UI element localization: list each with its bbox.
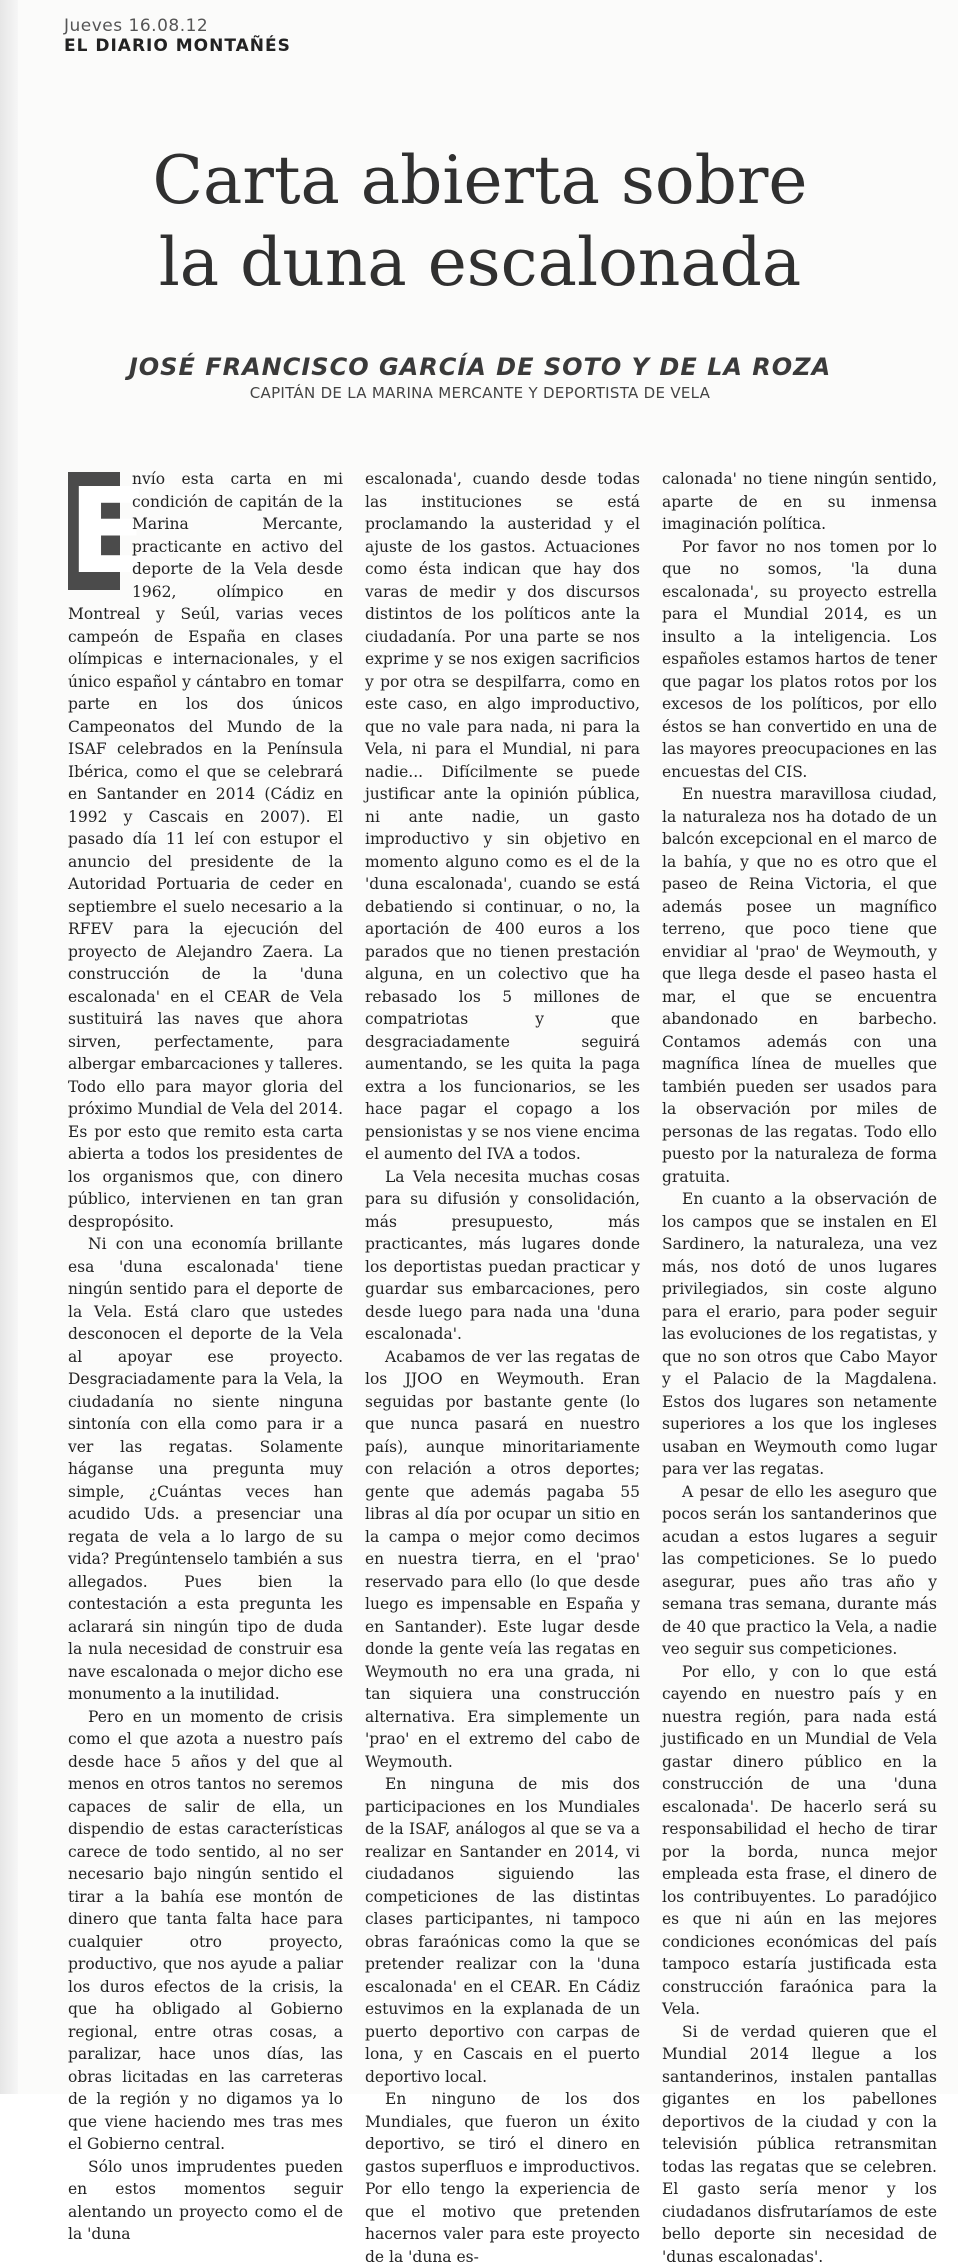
paragraph: calonada' no tiene ningún sentido, aparte de en su inmensa imaginación política. — [662, 468, 937, 536]
scan-edge — [0, 0, 18, 2094]
paragraph: Sólo unos imprudentes pueden en estos momentos seguir alentando un proyecto como el de la 'duna — [68, 2156, 343, 2246]
article-body — [68, 468, 938, 2068]
issue-date: Jueves 16.08.12 — [64, 16, 208, 36]
paragraph: escalonada', cuando desde todas las instituciones se está proclamando la austeridad y el ajuste de los gastos. Actuaciones como ésta indican que hay dos varas de medir y dos discursos distintos de los políticos ante la ciudadanía. Por una parte se nos exprime y se nos exigen sacrificios y por otra se despilfarra, como en este caso, en algo improductivo, que no vale para nada, ni para la Vela, ni para el Mundial, ni para nadie... Difícilmente se puede justificar ante la opinión pública, ni ante nadie, un gasto improductivo y sin objetivo en momento alguno como es el de la 'duna escalonada', cuando se está debatiendo si continuar, o no, la aportación de 400 euros a los parados que no tienen prestación alguna, en un colectivo que ha rebasado los 5 millones de compatriotas y que desgraciadamente seguirá aumentando, se les quita la paga extra a los funcionarios, se les hace pagar el copago a los pensionistas y se nos viene encima el aumento del IVA a todos. — [365, 468, 640, 1166]
author-role: CAPITÁN DE LA MARINA MERCANTE Y DEPORTISTA DE VELA — [60, 384, 900, 402]
paragraph: Acabamos de ver las regatas de los JJOO en Weymouth. Eran seguidas por bastante gente (lo que nunca pasará en nuestro país), aunque minoritariamente con relación a otros deportes; gente que además pagaba 55 libras al día por ocupar un sitio en la campa o mejor como decimos en nuestra tierra, en el 'prao' reservado para ello (lo que desde luego es impensable en España y en Santander). Este lugar desde donde la gente veía las regatas en Weymouth no era una grada, ni tan siquiera una construcción alternativa. Era simplemente un 'prao' en el extremo del cabo de Weymouth. — [365, 1346, 640, 1774]
author-name: JOSÉ FRANCISCO GARCÍA DE SOTO Y DE LA ROZA — [60, 353, 900, 381]
newspaper-name: EL DIARIO MONTAÑÉS — [64, 36, 291, 56]
article-headline — [100, 140, 860, 304]
column-2 — [365, 468, 640, 2068]
paragraph: Ni con una economía brillante esa 'duna escalonada' tiene ningún sentido para el deporte de la Vela. Está claro que ustedes desconocen el deporte de la Vela al apoyar ese proyecto. Desgraciadamente para la Vela, la ciudadanía no siente ninguna sintonía con ella como para ir a ver las regatas. Solamente háganse una pregunta muy simple, ¿Cuántas veces han acudido Uds. a presenciar una regata de vela a lo largo de su vida? Pregúntenselo también a sus allegados. Pues bien la contestación a esta pregunta les aclarará sin ningún tipo de duda la nula necesidad de construir esa nave escalonada o mejor dicho ese monumento a la inutilidad. — [68, 1233, 343, 1706]
paragraph: Por favor no nos tomen por lo que no somos, 'la duna escalonada', su proyecto estrella para el Mundial 2014, es un insulto a la inteligencia. Los españoles estamos hartos de tener que pagar los platos rotos por los excesos de los políticos, por ello éstos se han convertido en una de las mayores preocupaciones en las encuestas del CIS. — [662, 536, 937, 784]
paragraph: En nuestra maravillosa ciudad, la naturaleza nos ha dotado de un balcón excepcional en el marco de la bahía, y que no es otro que el paseo de Reina Victoria, el que además posee un magnífico terreno, que poco tiene que envidiar al 'prao' de Weymouth, y que llega desde el paseo hasta el mar, el que se encuentra abandonado en barbecho. Contamos además con una magnífica línea de muelles que también pueden ser usados para la observación por miles de personas de las regatas. Todo ello puesto por la naturaleza de forma gratuita. — [662, 783, 937, 1188]
paragraph: En ninguno de los dos Mundiales, que fueron un éxito deportivo, se tiró el dinero en gastos superfluos e improductivos. Por ello tengo la experiencia de que el motivo que pretenden hacernos valer para este proyecto de la 'duna es- — [365, 2088, 640, 2268]
column-3 — [662, 468, 937, 2068]
paragraph: nvío esta carta en mi condición de capitán de la Marina Mercante, practicante en activo del deporte de la Vela desde 1962, olímpico en Montreal y Seúl, varias veces campeón de España en clases olímpicas e internacionales, y el único español y cántabro en tomar parte en los dos únicos Campeonatos del Mundo de la ISAF celebrados en la Península Ibérica, como el que se celebrará en Santander en 2014 (Cádiz en 1992 y Cascais en 2007). El pasado día 11 leí con estupor el anuncio del presidente de la Autoridad Portuaria de ceder en septiembre el suelo necesario a la RFEV para la ejecución del proyecto de Alejandro Zaera. La construcción de la 'duna escalonada' en el CEAR de Vela sustituirá las naves que ahora sirven, perfectamente, para albergar embarcaciones y talleres. Todo ello para mayor gloria del próximo Mundial de Vela del 2014. Es por esto que remito esta carta abierta a todos los presidentes de los organismos que, con dinero público, intervienen en tan gran despropósito. — [68, 468, 343, 1233]
paragraph: Pero en un momento de crisis como el que azota a nuestro país desde hace 5 años y del que al menos en otros tantos no seremos capaces de salir de ella, un dispendio de estas características carece de todo sentido, al no ser necesario bajo ningún sentido el tirar a la bahía ese montón de dinero que tanta falta hace para cualquier otro proyecto, productivo, que nos ayude a paliar los duros efectos de la crisis, la que ha obligado al Gobierno regional, entre otras cosas, a paralizar, hace unos días, las obras licitadas en las carreteras de la región y no digamos ya lo que viene haciendo mes tras mes el Gobierno central. — [68, 1706, 343, 2156]
paragraph: A pesar de ello les aseguro que pocos serán los santanderinos que acudan a estos lugares a seguir las competiciones. Se lo puedo asegurar, pues año tras año y semana tras semana, durante más de 40 que practico la Vela, a nadie veo seguir sus competiciones. — [662, 1481, 937, 1661]
headline-line-1: Carta abierta sobre — [153, 142, 808, 219]
headline-line-2: la duna escalonada — [159, 224, 802, 301]
paragraph: En ninguna de mis dos participaciones en los Mundiales de la ISAF, análogos al que se va a realizar en Santander en 2014, vi ciudadanos siguiendo las competiciones de las distintas clases participantes, ni tampoco obras faraónicas como la que se pretender realizar con la 'duna escalonada' en el CEAR. En Cádiz estuvimos en la explanada de un puerto deportivo con carpas de lona, y en Cascais en el puerto deportivo local. — [365, 1773, 640, 2088]
paragraph: En cuanto a la observación de los campos que se instalen en El Sardinero, la naturaleza, una vez más, nos dotó de unos lugares privilegiados, sin coste alguno para el erario, para poder seguir las evoluciones de los regatistas, y que no son otros que Cabo Mayor y el Palacio de la Magdalena. Estos dos lugares son netamente superiores a los que los ingleses usaban en Weymouth como lugar para ver las regatas. — [662, 1188, 937, 1481]
paragraph: Si de verdad quieren que el Mundial 2014 llegue a los santanderinos, instalen pantallas gigantes en los pabellones deportivos de la ciudad y con la televisión pública retransmitan todas las regatas que se celebren. El gasto sería menor y los ciudadanos disfrutaríamos de este bello deporte sin necesidad de 'dunas escalonadas'. — [662, 2021, 937, 2268]
drop-cap: E — [68, 472, 120, 590]
paragraph: Por ello, y con lo que está cayendo en nuestro país y en nuestra región, para nada está justificado en un Mundial de Vela gastar dinero público en la construcción de una 'duna escalonada'. De hacerlo será su responsabilidad el hecho de tirar por la borda, nunca mejor empleada esta frase, el dinero de los contribuyentes. Lo paradójico es que ni aún en las mejores condiciones económicas del país tampoco estaría justificada esta construcción faraónica para la Vela. — [662, 1661, 937, 2021]
column-1 — [68, 468, 343, 2068]
paragraph: La Vela necesita muchas cosas para su difusión y consolidación, más presupuesto, más practicantes, más lugares donde los deportistas puedan practicar y guardar sus embarcaciones, pero desde luego para nada una 'duna escalonada'. — [365, 1166, 640, 1346]
